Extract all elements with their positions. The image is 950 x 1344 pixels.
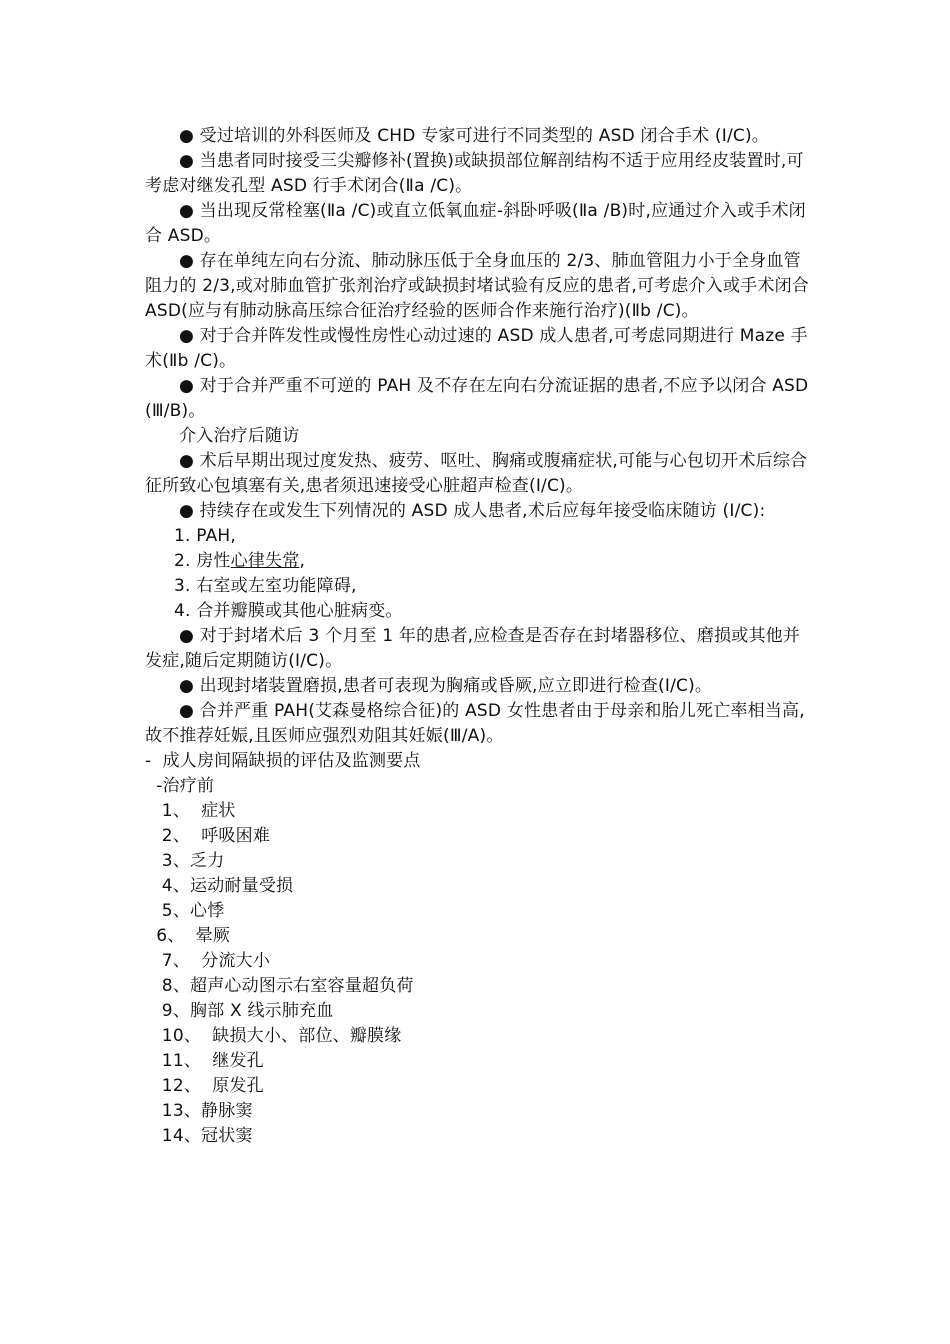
- eval-list-item: 8、超声心动图示右室容量超负荷: [145, 976, 414, 996]
- paragraph: ● 当患者同时接受三尖瓣修补(置换)或缺损部位解剖结构不适于应用经皮装置时,可考虑对继发孔型 ASD 行手术闭合(Ⅱa /C)。: [145, 151, 804, 196]
- paragraph: ● 术后早期出现过度发热、疲劳、呕吐、胸痛或腹痛症状,可能与心包切开术后综合征所致心包填塞有关,患者须迅速接受心脏超声检查(Ⅰ/C)。: [145, 451, 808, 496]
- eval-list-item: 13、静脉窦: [145, 1101, 253, 1121]
- eval-list-item: 5、心悸: [145, 901, 225, 921]
- followup-list-item: 1. PAH,: [174, 526, 237, 546]
- eval-list-item: 12、 原发孔: [145, 1076, 264, 1096]
- paragraph: ● 合并严重 PAH(艾森曼格综合征)的 ASD 女性患者由于母亲和胎儿死亡率相当高,故不推荐妊娠,且医师应强烈劝阻其妊娠(Ⅲ/A)。: [145, 701, 805, 746]
- paragraph: ● 对于合并阵发性或慢性房性心动过速的 ASD 成人患者,可考虑同期进行 Maze 手术(Ⅱb /C)。: [145, 326, 808, 371]
- paragraph: ● 存在单纯左向右分流、肺动脉压低于全身血压的 2/3、肺血管阻力小于全身血管阻力的 2/3,或对肺血管扩张剂治疗或缺损封堵试验有反应的患者,可考虑介入或手术闭合 ASD(应与有肺动脉高压综合征治疗经验的医师合作来施行治疗)(Ⅱb /C)。: [145, 251, 809, 321]
- eval-list-item: 1、 症状: [145, 801, 236, 821]
- section-heading-evaluation: - 成人房间隔缺损的评估及监测要点: [145, 751, 421, 771]
- eval-list-item: 4、运动耐量受损: [145, 876, 294, 896]
- eval-list-item: 2、 呼吸困难: [145, 826, 271, 846]
- eval-list-item: 7、 分流大小: [145, 951, 271, 971]
- followup-list-item: 3. 右室或左室功能障碍,: [174, 576, 357, 596]
- paragraph: ● 对于封堵术后 3 个月至 1 年的患者,应检查是否存在封堵器移位、磨损或其他并发症,随后定期随访(Ⅰ/C)。: [145, 626, 801, 671]
- eval-list-item: 9、胸部 X 线示肺充血: [145, 1001, 334, 1021]
- list-item-underlined: 心律失常: [230, 551, 300, 571]
- eval-list-item: 14、冠状窦: [145, 1126, 253, 1146]
- list-item-suffix: ,: [299, 551, 306, 571]
- paragraph: ● 持续存在或发生下列情况的 ASD 成人患者,术后应每年接受临床随访 (Ⅰ/C):: [179, 501, 766, 521]
- paragraph: ● 对于合并严重不可逆的 PAH 及不存在左向右分流证据的患者,不应予以闭合 ASD(Ⅲ/B)。: [145, 376, 809, 421]
- paragraph: ● 受过培训的外科医师及 CHD 专家可进行不同类型的 ASD 闭合手术 (Ⅰ/C)。: [179, 126, 769, 146]
- followup-list-item: [145, 549, 810, 574]
- document-body: [145, 124, 810, 1149]
- eval-list-item: 10、 缺损大小、部位、瓣膜缘: [145, 1026, 402, 1046]
- eval-list-item: 11、 继发孔: [145, 1051, 264, 1071]
- subheading-pretreatment: -治疗前: [145, 776, 215, 796]
- followup-list-item: 4. 合并瓣膜或其他心脏病变。: [174, 601, 403, 621]
- paragraph: ● 当出现反常栓塞(Ⅱa /C)或直立低氧血症-斜卧呼吸(Ⅱa /B)时,应通过介入或手术闭合 ASD。: [145, 201, 806, 246]
- section-heading-followup: 介入治疗后随访: [179, 426, 300, 446]
- eval-list-item: 6、 晕厥: [145, 926, 231, 946]
- paragraph: ● 出现封堵装置磨损,患者可表现为胸痛或昏厥,应立即进行检查(Ⅰ/C)。: [179, 676, 713, 696]
- list-item-prefix: 2. 房性: [174, 551, 231, 571]
- eval-list-item: 3、乏力: [145, 851, 225, 871]
